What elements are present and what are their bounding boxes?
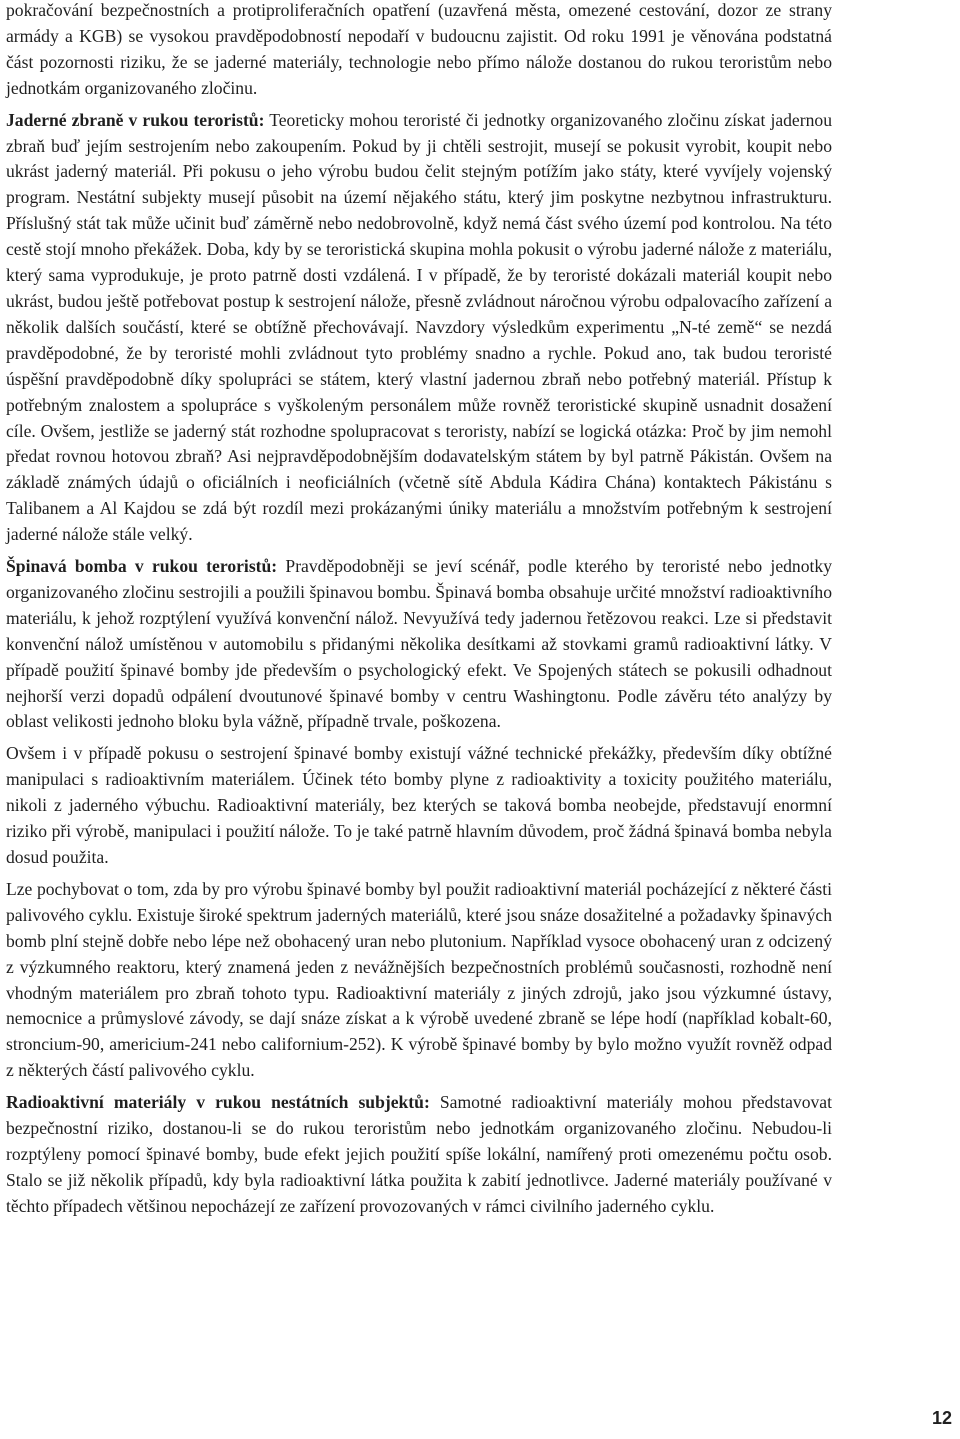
paragraph-lead: Radioaktivní materiály v rukou nestátních subjektů:	[6, 1092, 430, 1113]
paragraph-lead: Jaderné zbraně v rukou teroristů:	[6, 109, 265, 130]
paragraph-material-sources	[6, 877, 832, 1084]
paragraph-technical-obstacles	[6, 741, 832, 871]
paragraph-lead: Špinavá bomba v rukou teroristů:	[6, 556, 278, 577]
document-body	[6, 0, 832, 1226]
paragraph-radioactive-materials	[6, 1090, 832, 1220]
page-number: 12	[931, 1408, 952, 1428]
paragraph-text: Samotné radioaktivní materiály mohou představovat bezpečnostní riziko, dostanou-li se do rukou teroristům nebo jednotkám organizovaného zločinu. Nebudou-li rozptýleny pomocí špinavé bomby, bude efekt jejich použití spíše lokální, namířený proti omezenému počtu osob. Stalo se již několik případů, kdy byla radioaktivní látka použita k zabití jednotlivce. Jaderné materiály používané v těchto případech většinou nepocházejí ze zařízení provozovaných v rámci civilního jaderného cyklu.	[6, 1092, 832, 1216]
paragraph-text: Teoreticky mohou teroristé či jednotky organizovaného zločinu získat jadernou zbraň buď jejím sestrojením nebo zakoupením. Pokud by ji chtěli sestrojit, musejí se pokusit vyrobit, koupit nebo ukrást jaderný materiál. Při pokusu o jeho výrobu budou čelit stejným potížím jako státy, které vyvíjely vojenský program. Nestátní subjekty musejí působit na území nějakého státu, který jim poskytne nezbytnou infrastrukturu. Příslušný stát tak může učinit buď záměrně nebo nedobrovolně, když nemá část svého území pod kontrolou. Na této cestě stojí mnoho překážek. Doba, kdy by se teroristická skupina mohla pokusit o výrobu jaderné nálože z materiálu, který sama vyprodukuje, je proto patrně dosti vzdálená. I v případě, že by teroristé dokázali materiál koupit nebo ukrást, budou ještě potřebovat postup k sestrojení nálože, přesně zvládnout náročnou výrobu odpalovacího zařízení a několik dalších součástí, které se obtížně přechovávají. Navzdory výsledkům experimentu „N-té země“ se nezdá pravděpodobné, že by teroristé mohli zvládnout tyto problémy snadno a rychle. Pokud ano, tak budou teroristé úspěšní pravděpodobně díky spolupráci se státem, který vlastní jadernou zbraň nebo potřebný materiál. Přístup k potřebným znalostem a spolupráce s vyškoleným personálem může rovněž teroristické skupině usnadnit dosažení cíle. Ovšem, jestliže se jaderný stát rozhodne spolupracovat s teroristy, nabízí se logická otázka: Proč by jim nemohl předat rovnou hotovou zbraň? Asi nejpravděpodobnějším dodavatelským státem by byl patrně Pákistán. Ovšem na základě známých údajů o oficiálních i neoficiálních (včetně sítě Abdula Kádira Chána) kontaktech Pákistánu s Talibanem a Al Kajdou se zdá být rozdíl mezi prokázanými úniky materiálu a množstvím potřebným k sestrojení jaderné nálože stále velký.	[6, 109, 832, 545]
paragraph-intro-continuation	[6, 0, 832, 102]
paragraph-text: Pravděpodobněji se jeví scénář, podle kterého by teroristé nebo jednotky organizovaného zločinu sestrojili a použili špinavou bombu. Špinavá bomba obsahuje určité množství radioaktivního materiálu, k jehož rozptýlení využívá konvenční nálož. Nevyužívá tedy jadernou řetězovou reakci. Lze si představit konvenční nálož umístěnou v automobilu s přidanými několika desítkami až stovkami gramů radioaktivní látky. V případě použití špinavé bomby jde především o psychologický efekt. Ve Spojených státech se pokusili odhadnout nejhorší verzi dopadů odpálení dvoutunové špinavé bomby v centru Washingtonu. Podle závěru této analýzy by oblast velikosti jednoho bloku byla vážně, případně trvale, poškozena.	[6, 556, 832, 732]
paragraph-dirty-bomb	[6, 554, 832, 735]
paragraph-text: Ovšem i v případě pokusu o sestrojení špinavé bomby existují vážné technické překážky, především díky obtížné manipulaci s radioaktivním materiálem. Účinek této bomby plyne z radioaktivity a toxicity použitého materiálu, nikoli z jaderného výbuchu. Radioaktivní materiály, bez kterých se taková bomba neobejde, představují enormní riziko při výrobě, manipulaci i použití nálože. To je také patrně hlavním důvodem, proč žádná špinavá bomba nebyla dosud použita.	[6, 743, 832, 867]
paragraph-nuclear-weapons	[6, 108, 832, 548]
paragraph-text: Lze pochybovat o tom, zda by pro výrobu špinavé bomby byl použit radioaktivní materiál pocházející z některé části palivového cyklu. Existuje široké spektrum jaderných materiálů, které jsou snáze dosažitelné a požadavky špinavých bomb plní stejně dobře nebo lépe než obohacený uran nebo plutonium. Například vysoce obohacený uran z odcizený z výzkumného reaktoru, který znamená jeden z nevážnějších bezpečnostních problémů současnosti, rozhodně není vhodným materiálem pro zbraň tohoto typu. Radioaktivní materiály z jiných zdrojů, jako jsou výzkumné ústavy, nemocnice a průmyslové závody, se dají snáze získat a k výrobě uvedené zbraně se lépe hodí (například kobalt-60, stroncium-90, americium-241 nebo californium-252). K výrobě špinavé bomby by bylo možno využít rovněž odpad z některých částí palivového cyklu.	[6, 878, 832, 1081]
paragraph-text: pokračování bezpečnostních a protiproliferačních opatření (uzavřená města, omezené cestování, dozor ze strany armády a KGB) se vysokou pravděpodobností nepodaří v budoucnu zajistit. Od roku 1991 je věnována podstatná část pozornosti riziku, že se jaderné materiály, technologie nebo přímo nálože dostanou do rukou teroristům nebo jednotkám organizovaného zločinu.	[6, 0, 832, 98]
